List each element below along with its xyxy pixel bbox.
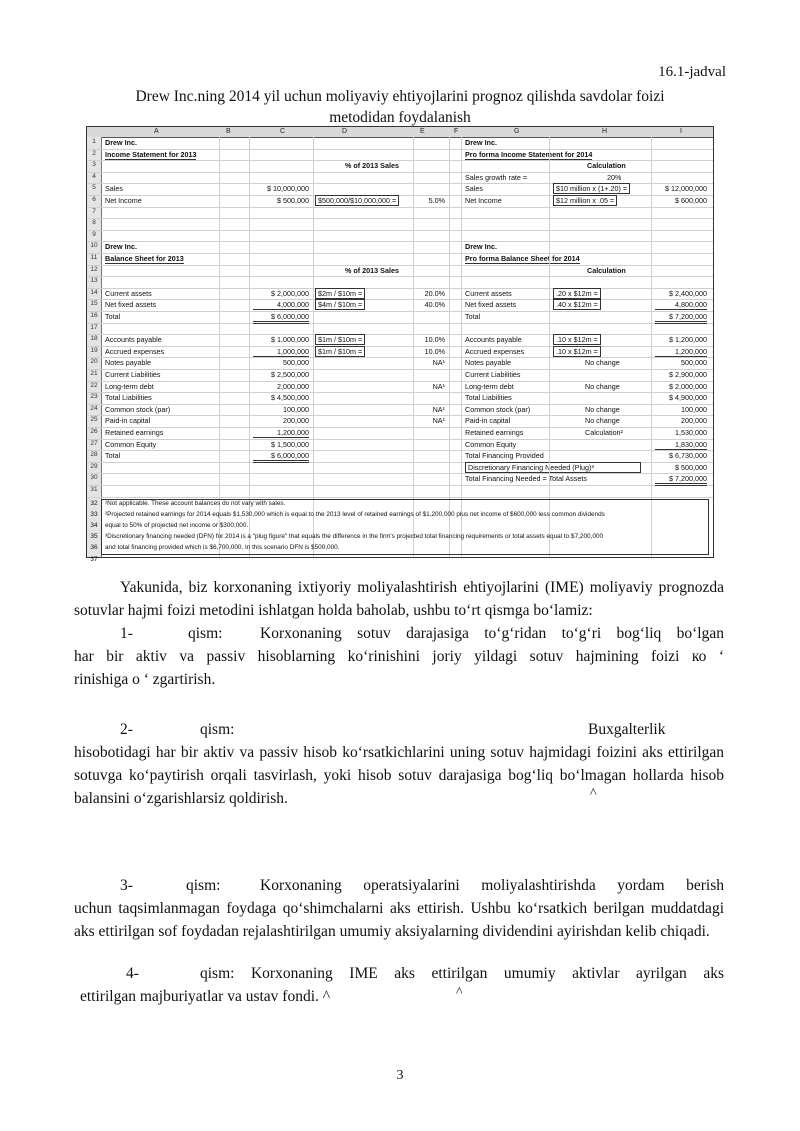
row-number: 30: [90, 474, 98, 482]
sheet-cell-i: 500,000: [681, 358, 707, 368]
sheet-cell-c: $ 2,000,000: [271, 288, 309, 298]
row-number: 25: [90, 416, 98, 424]
part-2-word: Buxgalterlik: [588, 721, 666, 738]
sheet-cell-h: No change: [585, 358, 620, 368]
sheet-cell-c: 100,000: [283, 404, 309, 414]
grid-line: [313, 137, 314, 557]
sheet-cell-e: NA¹: [432, 404, 445, 414]
grid-line: [219, 137, 220, 557]
row-number: 18: [90, 335, 98, 343]
sheet-cell-a: Drew Inc.: [105, 138, 137, 147]
sheet-cell-i: $ 7,200,000: [655, 474, 707, 486]
sheet-cell-i: $ 1,200,000: [669, 335, 707, 345]
row-number: 36: [90, 544, 98, 552]
sheet-cell-c: $ 500,000: [277, 196, 309, 205]
part-1-line-2: har bir aktiv va passiv hisoblarning ko‘rinishini joriy yildagi sotuv hajmining foizi ко ‘: [74, 648, 724, 665]
sheet-cell-g: Total: [465, 312, 481, 321]
sheet-cell-g: Drew Inc.: [465, 138, 497, 147]
sheet-cell-e: 10.0%: [424, 346, 445, 356]
sheet-cell-h: .10 x $12m =: [553, 346, 601, 357]
paragraph-intro: Yakunida, biz korxonaning ixtiyoriy moliyalashtirish ehtiyojlarini (IME) moliyaviy prognozda sotuvlar hajmi foizi metodini ishlatgan holda baholab, ushbu to‘rt qismga bo‘lamiz:: [74, 579, 724, 619]
sheet-cell-a: Long-term debt: [105, 381, 154, 391]
caption-line-2: metodidan foydalanish: [329, 109, 471, 126]
sheet-cell-e: NA¹: [432, 416, 445, 426]
sheet-cell-g: Pro forma Balance Sheet for 2014: [465, 254, 580, 263]
footnote-text: ³Discretionary financing needed (DFN) for 2014 is a "plug figure" that equals the difference in the firm's projected total financing requirements or total assets equal to $7,200,000: [105, 533, 603, 541]
sheet-cell-i: $ 12,000,000: [665, 184, 707, 194]
sheet-cell-a: Total Liabilities: [105, 393, 152, 403]
sheet-cell-a: Current Liabilities: [105, 370, 161, 379]
sheet-cell-h: Calculation²: [585, 428, 623, 437]
sheet-cell-e: 20.0%: [424, 288, 445, 298]
sheet-cell-i: 1,200,000: [655, 347, 707, 357]
sheet-cell-g: Net Income: [465, 196, 502, 205]
sheet-cell-g: Sales: [465, 184, 483, 194]
sheet-cell-g: Drew Inc.: [465, 242, 497, 252]
row-number: 12: [90, 265, 98, 273]
sheet-cell-g: Current assets: [465, 288, 512, 298]
column-letter: E: [420, 128, 425, 135]
sheet-cell-c: $ 4,500,000: [271, 393, 309, 403]
sheet-cell-c: $ 6,000,000: [253, 312, 309, 324]
row-number: 8: [92, 219, 96, 227]
sheet-cell-a: Income Statement for 2013: [105, 149, 197, 159]
row-number: 10: [90, 242, 98, 250]
sheet-cell-c: 200,000: [283, 416, 309, 426]
sheet-cell-h: No change: [585, 404, 620, 414]
part-2-label: qism:: [200, 721, 235, 738]
sheet-cell-a: Accrued expenses: [105, 346, 165, 356]
sheet-cell-g: Common stock (par): [465, 404, 531, 414]
sheet-cell-g: Current Liabilities: [465, 370, 521, 379]
sheet-cell-c: 4,000,000: [253, 300, 309, 310]
sheet-cell-c: $ 2,500,000: [271, 370, 309, 379]
part-3-number: 3-: [120, 877, 133, 894]
sheet-cell-h: Calculation: [587, 265, 626, 275]
row-number: 21: [90, 370, 98, 377]
row-number: 5: [92, 184, 96, 192]
sheet-cell-a: Current assets: [105, 288, 152, 298]
sheet-cell-c: 1,000,000: [253, 347, 309, 357]
sheet-cell-a: Paid-in capital: [105, 416, 151, 426]
sheet-cell-d: $2m / $10m =: [315, 288, 365, 299]
sheet-cell-h: Calculation: [587, 161, 626, 171]
sheet-cell-d: $500,000/$10,000,000 =: [315, 195, 399, 206]
sheet-cell-h: $10 million x (1+.20) =: [553, 183, 630, 194]
sheet-cell-i: $ 2,000,000: [669, 381, 707, 391]
sheet-cell-e: 10.0%: [424, 335, 445, 345]
sheet-cell-i: 1,530,000: [675, 428, 707, 437]
grid-line: [549, 137, 550, 557]
sheet-cell-a: Common Equity: [105, 439, 157, 449]
row-number: 34: [90, 522, 98, 529]
part-1-text: Korxonaning sotuv darajasiga to‘g‘ridan to‘g‘ri bog‘liq bo‘lgan: [260, 625, 724, 642]
footnote-text: equal to 50% of projected net income or $300,000.: [105, 522, 249, 529]
row-number: 37: [90, 555, 98, 563]
sheet-cell-c: $ 6,000,000: [253, 451, 309, 463]
row-number: 31: [90, 486, 98, 493]
sheet-cell-i: 200,000: [681, 416, 707, 426]
column-letter: I: [680, 128, 682, 135]
row-number: 6: [92, 196, 96, 203]
part-4-number: 4-: [126, 965, 139, 982]
sheet-cell-a: Retained earnings: [105, 428, 164, 437]
row-number: 2: [92, 149, 96, 157]
sheet-cell-g: Paid-in capital: [465, 416, 511, 426]
sheet-cell-h: 20%: [607, 172, 622, 182]
sheet-cell-h: .10 x $12m =: [553, 334, 601, 345]
grid-line: [449, 137, 450, 557]
sheet-cell-c: $ 1,500,000: [271, 439, 309, 449]
sheet-cell-i: $ 2,900,000: [669, 370, 707, 379]
column-letter: H: [602, 128, 608, 135]
sheet-cell-c: $ 10,000,000: [267, 184, 309, 194]
sheet-cell-d: $1m / $10m =: [315, 334, 365, 345]
footnote-text: ¹Not applicable. These account balances do not vary with sales.: [105, 499, 286, 507]
row-number: 17: [90, 323, 98, 331]
sheet-cell-d: $1m / $10m =: [315, 346, 365, 357]
sheet-cell-g: Pro forma Income Statement for 2014: [465, 149, 593, 159]
sheet-cell-c: $ 1,000,000: [271, 335, 309, 345]
sheet-cell-a: Drew Inc.: [105, 242, 137, 252]
column-letter: A: [154, 128, 159, 135]
sheet-cell-g: Notes payable: [465, 358, 511, 368]
sheet-cell-e: NA¹: [432, 358, 445, 368]
row-number: 14: [90, 288, 98, 296]
column-letter: F: [454, 128, 459, 135]
sheet-cell-g: Accrued expenses: [465, 346, 525, 356]
row-number: 32: [90, 499, 98, 507]
part-2-text: hisobotidagi har bir aktiv va passiv hisob ko‘rsatkichlarini uning sotuv hajmidagi foizini aks ettirilgan sotuvga ko‘paytirish orqali tasvirlash, yoki hisob sotuv darajasiga bog‘liq bo‘lmagan hollarda hisob balansini o‘zgarishlarsiz qoldirish.: [74, 744, 724, 807]
sheet-cell-a: Common stock (par): [105, 404, 171, 414]
sheet-cell-i: $ 500,000: [675, 462, 707, 472]
sheet-cell-g: Sales growth rate =: [465, 172, 528, 182]
row-number: 1: [92, 138, 96, 145]
row-number: 7: [92, 207, 96, 215]
sheet-cell-g: Discretionary Financing Needed (Plug)³: [465, 462, 641, 473]
sheet-cell-a: Balance Sheet for 2013: [105, 254, 184, 263]
paragraph-part-4: [74, 962, 724, 1008]
column-letter: G: [514, 128, 520, 135]
paragraph-part-1: [74, 622, 724, 691]
row-number: 4: [92, 172, 96, 180]
part-3-rest: uchun taqsimlanmagan foydaga qo‘shimchalarni aks ettirish. Ushbu ko‘rsatkich berilgan muddatdagi aks ettirilgan sof foydadan rejalashtirilgan umumiy aksiyalarning dividendini ayirishdan kelib chiqadi.: [74, 900, 724, 940]
sheet-row: [87, 485, 713, 498]
sheet-cell-a: Notes payable: [105, 358, 151, 368]
sheet-cell-i: 100,000: [681, 404, 707, 414]
grid-line: [461, 137, 462, 557]
row-number: 3: [92, 161, 96, 169]
caption-line-1: Drew Inc.ning 2014 yil uchun moliyaviy ehtiyojlarini prognoz qilishda savdolar foizi: [135, 88, 665, 105]
column-letter: C: [280, 128, 286, 135]
row-number: 16: [90, 312, 98, 319]
sheet-cell-c: 1,200,000: [253, 428, 309, 438]
sheet-cell-e: NA¹: [432, 381, 445, 391]
spreadsheet-figure: [86, 126, 714, 563]
row-number: 26: [90, 428, 98, 435]
part-3-text: Korxonaning operatsiyalarini moliyalashtirishda yordam berish: [260, 877, 724, 894]
paragraph-part-3: [74, 874, 724, 943]
grid-line: [249, 137, 250, 557]
row-number: 22: [90, 381, 98, 389]
sheet-cell-i: $ 2,400,000: [669, 288, 707, 298]
sheet-cell-e: 5.0%: [428, 196, 445, 205]
sheet-cell-e: 40.0%: [424, 300, 445, 310]
row-number: 29: [90, 462, 98, 470]
sheet-cell-d: % of 2013 Sales: [345, 265, 399, 275]
sheet-cell-h: No change: [585, 416, 620, 426]
paragraph-part-2: [74, 718, 724, 810]
sheet-cell-a: Net Income: [105, 196, 142, 205]
sheet-cell-i: $ 4,900,000: [669, 393, 707, 403]
sheet-cell-c: 500,000: [283, 358, 309, 368]
part-4-text: qism: Korxonaning IME aks ettirilgan umumiy aktivlar ayrilgan aks: [200, 965, 724, 982]
row-number: 33: [90, 510, 98, 518]
sheet-cell-c: 2,000,000: [277, 381, 309, 391]
row-number: 13: [90, 277, 98, 285]
sheet-cell-i: 1,830,000: [655, 440, 707, 450]
row-number: 19: [90, 346, 98, 354]
sheet-cell-i: $ 6,730,000: [669, 451, 707, 461]
row-number: 23: [90, 393, 98, 401]
sheet-cell-d: % of 2013 Sales: [345, 161, 399, 171]
sheet-cell-g: Total Financing Provided: [465, 451, 544, 461]
table-label: 16.1-jadval: [658, 64, 726, 80]
part-3-label: qism:: [186, 877, 221, 894]
sheet-cell-g: Total Financing Needed = Total Assets: [465, 474, 587, 484]
sheet-cell-g: Long-term debt: [465, 381, 514, 391]
sheet-cell-d: $4m / $10m =: [315, 299, 365, 310]
row-number: 15: [90, 300, 98, 308]
sheet-cell-g: Net fixed assets: [465, 300, 517, 310]
table-caption: [80, 86, 720, 128]
part-1-label: qism:: [188, 625, 223, 642]
sheet-cell-a: Sales: [105, 184, 123, 194]
grid-line: [651, 137, 652, 557]
part-1-number: 1-: [120, 625, 133, 642]
part-1-line-3: rinishiga o ‘ zgartirish.: [74, 671, 216, 688]
sheet-cell-g: Retained earnings: [465, 428, 524, 437]
row-number: 35: [90, 533, 98, 541]
row-number: 27: [90, 439, 98, 447]
footnote-text: and total financing provided which is $6,700,000. In this scenario DFN is $500,000.: [105, 544, 340, 552]
sheet-cell-a: Total: [105, 451, 121, 461]
sheet-cell-a: Net fixed assets: [105, 300, 157, 310]
row-number: 28: [90, 451, 98, 459]
row-number: 20: [90, 358, 98, 366]
sheet-cell-h: .40 x $12m =: [553, 299, 601, 310]
caret-mark-2: ^: [456, 985, 463, 1000]
sheet-cell-g: Total Liabilities: [465, 393, 512, 403]
sheet-cell-h: .20 x $12m =: [553, 288, 601, 299]
sheet-cell-g: Common Equity: [465, 439, 517, 449]
page-number: 3: [396, 1068, 404, 1083]
sheet-cell-i: 4,800,000: [655, 300, 707, 310]
part-2-number: 2-: [120, 721, 133, 738]
footnote-text: ²Projected retained earnings for 2014 equals $1,530,000 which is equal to the 2013 level of retained earnings of $1,200,000 plus net income of $600,000 less common dividends: [105, 510, 605, 518]
part-4-line-2: ettirilgan majburiyatlar va ustav fondi. ^: [80, 988, 331, 1005]
sheet-cell-a: Total: [105, 312, 121, 321]
sheet-cell-h: No change: [585, 381, 620, 391]
grid-line: [413, 137, 414, 557]
column-letter: D: [342, 128, 348, 135]
caret-mark-1: ^: [590, 786, 597, 801]
row-number: 11: [90, 254, 98, 261]
sheet-cell-i: $ 600,000: [675, 196, 707, 205]
column-letter: B: [226, 128, 231, 135]
row-number: 24: [90, 404, 98, 412]
sheet-cell-h: $12 million x .05 =: [553, 195, 617, 206]
sheet-cell-i: $ 7,200,000: [655, 312, 707, 324]
row-number: 9: [92, 230, 96, 238]
sheet-cell-a: Accounts payable: [105, 335, 162, 345]
sheet-cell-g: Accounts payable: [465, 335, 522, 345]
